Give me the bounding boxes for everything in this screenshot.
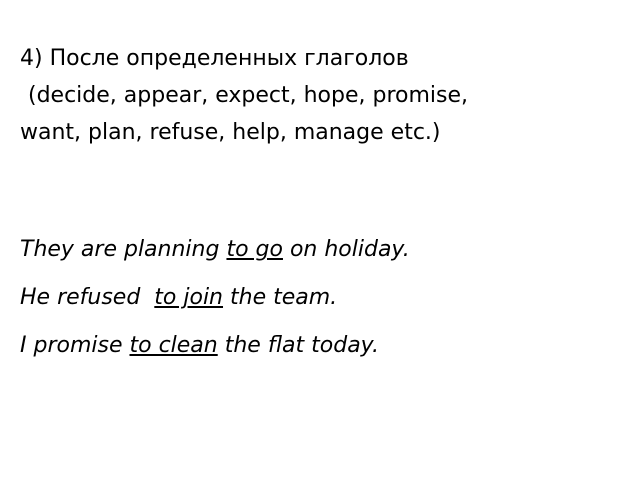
rule-heading — [20, 40, 620, 151]
example-after: on holiday. — [282, 237, 410, 262]
example-before: I promise — [20, 333, 130, 358]
example-sentence — [20, 326, 620, 374]
rule-line-verbs: 4) После определенных глаголов — [20, 46, 409, 71]
example-after: the flat today. — [217, 333, 379, 358]
rule-line-verb-list-2: want, plan, refuse, help, manage etc.) — [20, 120, 441, 145]
example-before: They are planning — [20, 237, 227, 262]
example-infinitive: to join — [154, 285, 224, 310]
example-infinitive: to go — [226, 237, 283, 262]
example-sentence — [20, 230, 620, 278]
example-sentences — [20, 230, 620, 374]
example-after: the team. — [223, 285, 338, 310]
example-infinitive: to clean — [129, 333, 218, 358]
rule-line-verb-list-1: (decide, appear, expect, hope, promise, — [28, 83, 469, 108]
example-sentence — [20, 278, 620, 326]
example-before: He refused — [20, 285, 155, 310]
